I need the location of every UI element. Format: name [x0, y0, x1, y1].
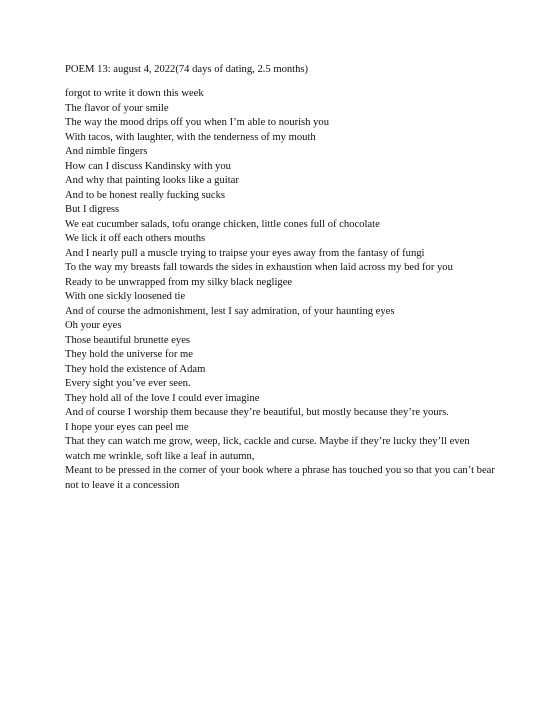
poem-line: And to be honest really fucking sucks — [65, 189, 226, 201]
poem-line: The flavor of your smile — [65, 102, 169, 114]
poem-line: Every sight you’ve ever seen. — [65, 378, 191, 389]
poem-line: And I nearly pull a muscle trying to traipse your eyes away from the fantasy of fungi — [65, 247, 425, 259]
poem-line: Oh your eyes — [65, 320, 122, 331]
poem-line: With one sickly loosened tie — [65, 291, 186, 302]
poem-line: And nimble fingers — [65, 146, 148, 157]
poem-line: Those beautiful brunette eyes — [65, 334, 191, 346]
poem-line: We eat cucumber salads, tofu orange chicken, little cones full of chocolate — [65, 218, 380, 230]
poem-line: To the way my breasts fall towards the sides in exhaustion when laid across my bed for you — [65, 262, 453, 273]
poem-line: And why that painting looks like a guitar — [65, 175, 239, 186]
poem-line: And of course I worship them because they’re beautiful, but mostly because they’re yours. — [65, 407, 449, 418]
poem-line: With tacos, with laughter, with the tenderness of my mouth — [65, 131, 316, 143]
poem-line: They hold the existence of Adam — [65, 363, 206, 375]
poem-line: The way the mood drips off you when I’m able to nourish you — [65, 117, 330, 128]
poem-title: POEM 13: august 4, 2022(74 days of dating, 2.5 months) — [65, 64, 309, 75]
poem-line: Meant to be pressed in the corner of your book where a phrase has touched you so that you can’t bear not to leave it a concession — [65, 465, 495, 491]
poem-line: How can I discuss Kandinsky with you — [65, 160, 231, 172]
poem-line: Ready to be unwrapped from my silky black negligee — [65, 276, 293, 288]
poem-line: But I digress — [65, 204, 120, 215]
poem-line: And of course the admonishment, lest I say admiration, of your haunting eyes — [65, 305, 395, 317]
poem-line: They hold all of the love I could ever imagine — [65, 392, 260, 404]
poem-line: They hold the universe for me — [65, 349, 193, 360]
poem-line: We lick it off each others mouths — [65, 233, 206, 244]
poem-line: I hope your eyes can peel me — [65, 421, 189, 433]
poem-line: forgot to write it down this week — [65, 88, 204, 99]
poem-line: That they can watch me grow, weep, lick, cackle and curse. Maybe if they’re lucky they’ll even watch me wrinkle, soft like a leaf in autumn, — [65, 436, 470, 462]
poem-body — [65, 87, 497, 493]
